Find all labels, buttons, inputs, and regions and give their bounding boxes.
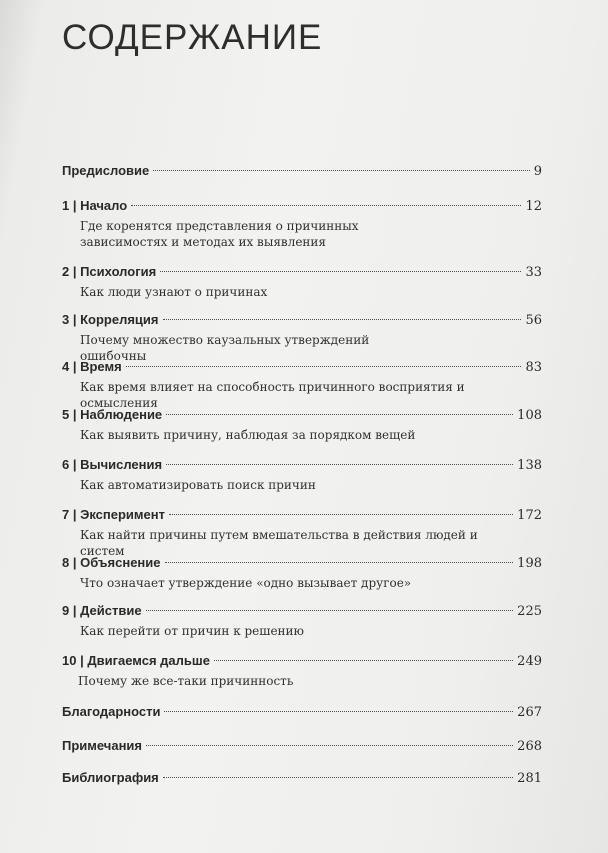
toc-entry (62, 703, 542, 721)
toc-block (62, 769, 542, 787)
toc-entry-label: Примечания (62, 738, 143, 753)
toc-block (62, 406, 542, 443)
toc-page-number: 268 (517, 739, 542, 754)
toc-block (62, 506, 542, 559)
toc-page-number: 108 (517, 408, 542, 423)
toc-entry-label: 1 | Начало (62, 198, 128, 213)
dot-leader (165, 562, 514, 563)
toc-page-number: 267 (517, 705, 542, 720)
toc-entry-label: 7 | Эксперимент (62, 507, 165, 522)
toc-page-number: 83 (525, 360, 542, 375)
toc-entry-subtitle: Где коренятся представления о причинных зависимостях и методах их выявления (80, 219, 359, 249)
toc-entry-subtitle: Почему множество каузальных утверждений ошибочны (80, 333, 370, 363)
toc-entry-subtitle: Как автоматизировать поиск причин (80, 478, 316, 492)
dot-leader (126, 366, 522, 367)
toc-block (62, 358, 542, 411)
toc-block (62, 554, 542, 591)
toc-entry-label: 4 | Время (62, 359, 122, 374)
toc-entry-subtitle: Почему же все-таки причинность (78, 674, 294, 688)
toc-page-number: 138 (517, 458, 542, 473)
dot-leader (163, 777, 513, 778)
toc-entry-label: Библиография (62, 770, 159, 785)
dot-leader (164, 711, 513, 712)
toc-entry-subtitle: Как люди узнают о причинах (80, 285, 268, 299)
dot-leader (166, 414, 513, 415)
toc-entry (62, 263, 542, 281)
dot-leader (169, 514, 513, 515)
toc-page-number: 249 (517, 654, 542, 669)
toc-block (62, 602, 542, 639)
dot-leader (166, 464, 513, 465)
toc-entry (62, 602, 542, 620)
toc-block (62, 652, 542, 689)
toc-entry-label: 5 | Наблюдение (62, 407, 163, 422)
toc-page-number: 172 (517, 508, 542, 523)
toc-entry-label: 6 | Вычисления (62, 457, 163, 472)
toc-page-number: 225 (517, 604, 542, 619)
toc-block (62, 197, 542, 250)
toc-block (62, 703, 542, 721)
dot-leader (160, 271, 521, 272)
dot-leader (214, 660, 513, 661)
toc-entry-subtitle: Как время влияет на способность причинного восприятия и осмысления (80, 380, 465, 410)
toc-page-number: 56 (525, 313, 542, 328)
toc-entry (62, 652, 542, 670)
toc-entry-label: 8 | Объяснение (62, 555, 161, 570)
toc-entry (62, 769, 542, 787)
toc-block (62, 456, 542, 493)
toc-block (62, 311, 542, 364)
toc-page-number: 33 (525, 265, 542, 280)
dot-leader (153, 170, 529, 171)
toc-entry-subtitle: Что означает утверждение «одно вызывает другое» (80, 576, 412, 590)
toc-entry-label: Благодарности (62, 704, 161, 719)
dot-leader (146, 745, 513, 746)
toc-page-number: 12 (525, 199, 542, 214)
toc-entry-label: 2 | Психология (62, 264, 157, 279)
toc-entry (62, 456, 542, 474)
toc-entry (62, 311, 542, 329)
dot-leader (131, 205, 521, 206)
toc-entry-subtitle: Как найти причины путем вмешательства в действия людей и систем (80, 528, 478, 558)
page-title: СОДЕРЖАНИЕ (62, 18, 323, 57)
toc-entry (62, 197, 542, 215)
toc-page-number: 9 (533, 164, 542, 179)
toc-block (62, 263, 542, 300)
dot-leader (163, 319, 522, 320)
toc-entry-label: 10 | Двигаемся дальше (62, 653, 210, 668)
toc-entry (62, 406, 542, 424)
toc-entry (62, 162, 542, 180)
toc-page-number: 198 (517, 556, 542, 571)
toc-block (62, 737, 542, 755)
toc-entry-subtitle: Как перейти от причин к решению (80, 624, 304, 638)
toc-entry-label: 9 | Действие (62, 603, 142, 618)
dot-leader (146, 610, 514, 611)
toc-entry (62, 358, 542, 376)
toc-entry-subtitle: Как выявить причину, наблюдая за порядком вещей (80, 428, 416, 442)
toc-entry (62, 506, 542, 524)
toc-entry (62, 554, 542, 572)
toc-entry-label: Предисловие (62, 163, 150, 178)
toc-page-number: 281 (517, 771, 542, 786)
toc-entry-label: 3 | Корреляция (62, 312, 159, 327)
toc-entry (62, 737, 542, 755)
toc-block (62, 162, 542, 180)
